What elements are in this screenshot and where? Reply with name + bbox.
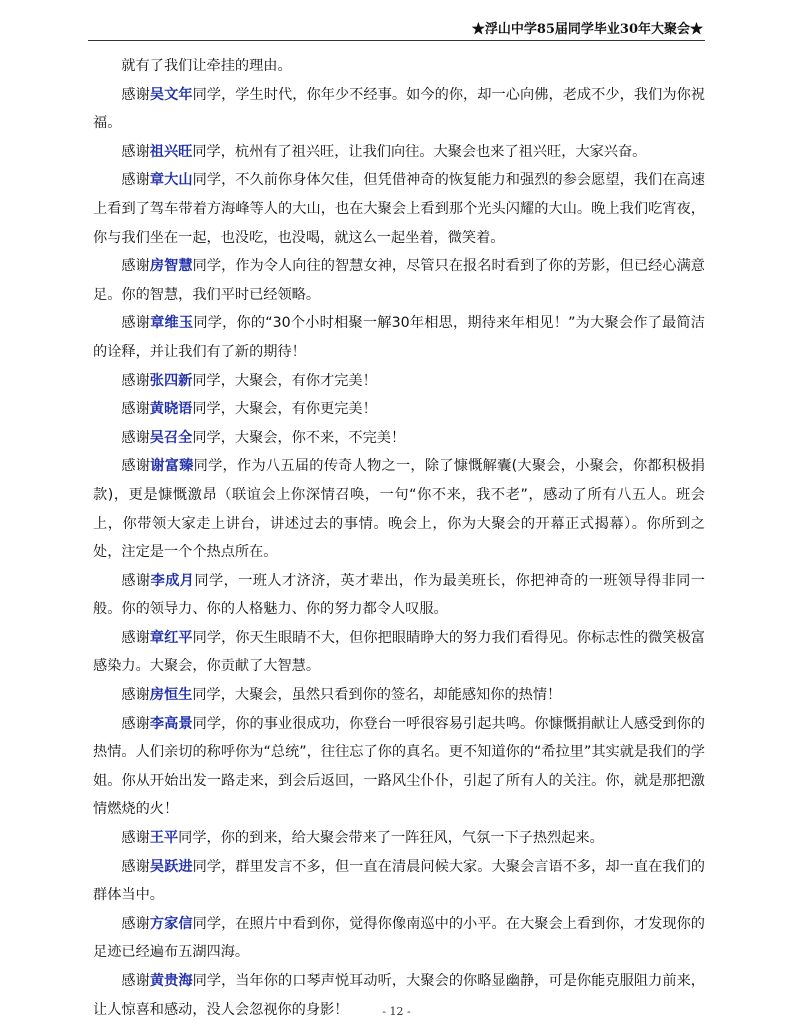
paragraph-prefix: 感谢 <box>121 86 150 103</box>
classmate-name: 王平 <box>149 830 179 847</box>
classmate-name: 谢富臻 <box>150 458 194 475</box>
paragraph-text: 同学，大聚会，你不来，不完美！ <box>192 429 406 446</box>
paragraph-text: 同学，你的“30个小时相聚一解30年相思，期待来年相见！”为大聚会作了最简洁的诠释，并让我们有了新的期待！ <box>93 315 705 360</box>
paragraph-text: 同学，在照片中看到你，觉得你像南巡中的小平。在大聚会上看到你，才发现你的足迹已经遍布五湖四海。 <box>93 915 705 961</box>
classmate-name: 吴跃进 <box>149 858 193 875</box>
thanks-paragraph <box>93 567 705 624</box>
classmate-name: 李成月 <box>150 572 195 589</box>
paragraph-text: 同学，你的事业很成功，你登台一呼很容易引起共鸣。你慷慨捐献让人感受到你的热情。人们亲切的称呼你为“总统”，往往忘了你的真名。更不知道你的“希拉里”其实就是我们的学姐。你从开始出发一路走来，到会后返回，一路风尘仆仆，引起了所有人的关注。你，就是那把激情燃烧的火！ <box>93 715 705 818</box>
paragraph-text: 同学，大聚会，虽然只看到你的签名，却能感知你的热情！ <box>192 687 562 704</box>
thanks-paragraph <box>93 395 705 424</box>
paragraph-text: 同学，学生时代，你年少不经事。如今的你，却一心向佛，老成不少，我们为你祝福。 <box>93 86 705 132</box>
classmate-name: 房智慧 <box>149 258 193 275</box>
classmate-name: 章维玉 <box>150 315 194 332</box>
paragraph-prefix: 感谢 <box>121 858 150 875</box>
classmate-name: 张四新 <box>149 372 193 389</box>
paragraph-text: 同学，你天生眼睛不大，但你把眼睛睁大的努力我们看得见。你标志性的微笑极富感染力。大聚会，你贡献了大智慧。 <box>93 629 705 675</box>
thanks-paragraph <box>93 81 705 138</box>
paragraph-text: 同学，作为令人向往的智慧女神，尽管只在报名时看到了你的芳影，但已经心满意足。你的智慧，我们平时已经领略。 <box>93 258 705 303</box>
thanks-paragraph <box>93 424 705 453</box>
classmate-name: 祖兴旺 <box>149 143 193 160</box>
thanks-paragraph <box>93 681 705 710</box>
classmate-name: 李高景 <box>149 715 193 732</box>
thanks-paragraph <box>93 138 705 167</box>
paragraph-prefix: 感谢 <box>121 372 150 389</box>
paragraph-text: 同学，大聚会，有你更完美！ <box>192 401 377 418</box>
paragraph-text: 同学，群里发言不多，但一直在清晨问候大家。大聚会言语不多，却一直在我们的群体当中。 <box>93 858 705 904</box>
paragraph-prefix: 感谢 <box>121 687 150 704</box>
classmate-name: 黄晓语 <box>149 401 193 418</box>
paragraph-prefix: 感谢 <box>121 629 150 646</box>
classmate-name: 房恒生 <box>149 687 193 704</box>
document-body <box>93 52 705 1024</box>
paragraph-text: 同学，一班人才济济，英才辈出，作为最美班长，你把神奇的一班领导得非同一般。你的领导力、你的人格魅力、你的努力都令人叹服。 <box>93 572 705 618</box>
classmate-name: 吴召全 <box>149 429 193 446</box>
paragraph-text: 就有了我们让牵挂的理由。 <box>121 58 292 74</box>
paragraph-prefix: 感谢 <box>121 429 150 446</box>
thanks-paragraph <box>93 252 705 309</box>
thanks-paragraph <box>93 624 705 681</box>
paragraph-prefix: 感谢 <box>121 315 151 332</box>
thanks-paragraph <box>93 52 705 81</box>
paragraph-prefix: 感谢 <box>121 172 150 189</box>
thanks-paragraph <box>93 853 705 910</box>
classmate-name: 吴文年 <box>149 86 193 103</box>
classmate-name: 章红平 <box>149 629 193 646</box>
thanks-paragraph <box>93 166 705 252</box>
paragraph-text: 同学，大聚会，有你才完美！ <box>192 372 377 389</box>
paragraph-prefix: 感谢 <box>121 915 150 932</box>
paragraph-prefix: 感谢 <box>121 143 150 160</box>
classmate-name: 章大山 <box>149 172 193 189</box>
thanks-paragraph <box>93 910 705 967</box>
thanks-paragraph <box>93 452 705 566</box>
thanks-paragraph <box>93 710 705 824</box>
page-number: - 12 - <box>382 1005 411 1018</box>
classmate-name: 方家信 <box>149 915 193 932</box>
paragraph-prefix: 感谢 <box>121 258 150 275</box>
paragraph-text: 同学，你的到来，给大聚会带来了一阵狂风，气氛一下子热烈起来。 <box>178 830 604 847</box>
thanks-paragraph <box>93 824 705 853</box>
page-header-title: ★浮山中学85届同学毕业30年大聚会★ <box>471 22 703 37</box>
paragraph-text: 同学，杭州有了祖兴旺，让我们向往。大聚会也来了祖兴旺，大家兴奋。 <box>192 143 647 160</box>
paragraph-prefix: 感谢 <box>121 973 150 989</box>
paragraph-prefix: 感谢 <box>121 572 151 589</box>
paragraph-prefix: 感谢 <box>121 830 150 847</box>
paragraph-prefix: 感谢 <box>121 458 151 475</box>
thanks-paragraph <box>93 309 705 366</box>
classmate-name: 黄贵海 <box>149 973 193 989</box>
paragraph-text: 同学，作为八五届的传奇人物之一，除了慷慨解囊(大聚会，小聚会，你都积极捐款)，更是慷慨激昂（联谊会上你深情召唤，一句“你不来，我不老”，感动了所有八五人。班会上，你带领大家走上讲台，讲述过去的事情。晚会上，你为大聚会的开幕正式揭幕）。你所到之处，注定是一个个热点所在。 <box>93 458 705 561</box>
thanks-paragraph <box>93 367 705 396</box>
paragraph-prefix: 感谢 <box>121 401 150 418</box>
paragraph-text: 同学，当年你的口琴声悦耳动听，大聚会的你略显幽静，可是你能克服阻力前来，让人惊喜和感动，没人会忽视你的身影！ <box>93 973 705 1018</box>
paragraph-prefix: 感谢 <box>121 715 150 732</box>
paragraph-text: 同学，不久前你身体欠佳，但凭借神奇的恢复能力和强烈的参会愿望，我们在高速上看到了驾车带着方海峰等人的大山，也在大聚会上看到那个光头闪耀的大山。晚上我们吃宵夜，你与我们坐在一起，也没吃，也没喝，就这么一起坐着，微笑着。 <box>93 172 705 246</box>
header-divider <box>88 40 705 41</box>
